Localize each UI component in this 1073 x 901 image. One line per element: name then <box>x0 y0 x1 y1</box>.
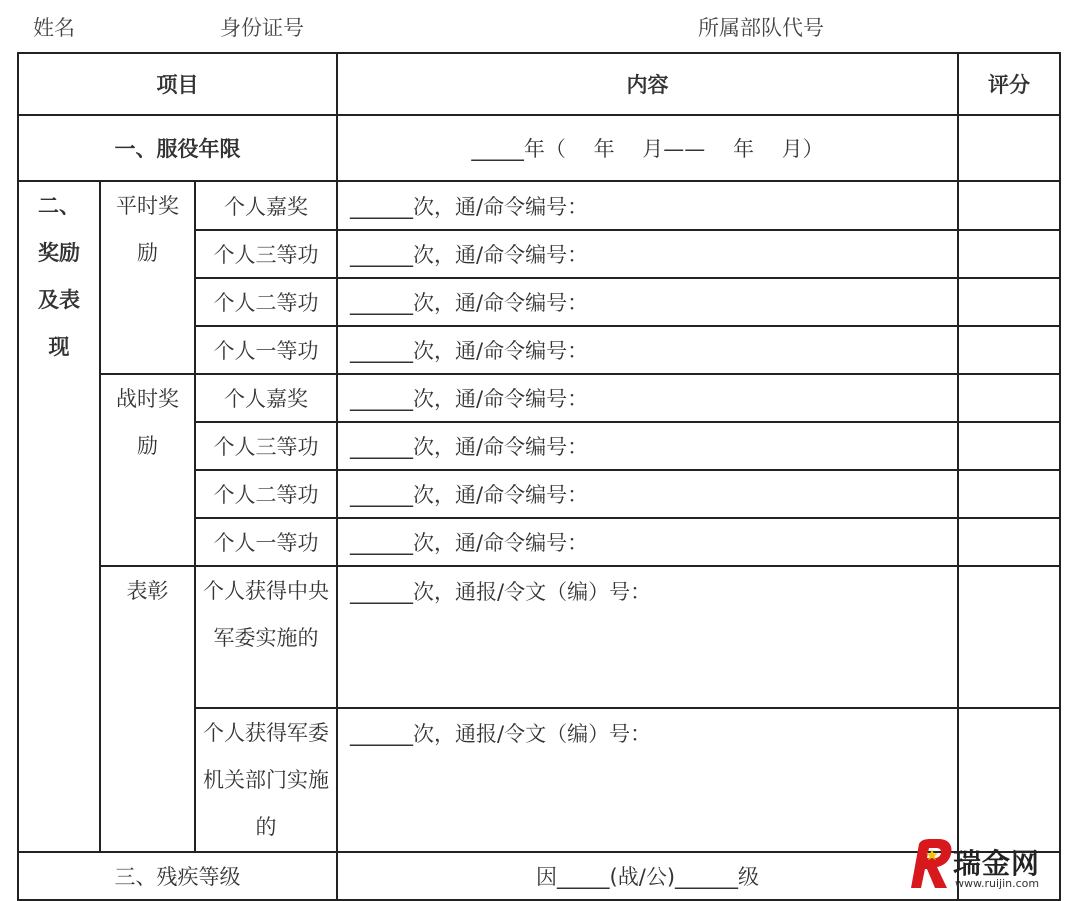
service-years-score[interactable] <box>958 115 1060 181</box>
disability-content: 因_____(战/公)______级 <box>337 852 958 900</box>
award-score[interactable] <box>958 230 1060 278</box>
service-years-content: _____年（ 年 月—— 年 月） <box>337 115 958 181</box>
award-score[interactable] <box>958 278 1060 326</box>
award-item: 个人嘉奖 <box>195 181 337 230</box>
award-content: ______次，通/命令编号： <box>337 278 958 326</box>
ruijin-watermark-logo <box>905 836 1065 896</box>
service-years-row <box>18 115 1060 181</box>
table-row <box>18 374 1060 422</box>
award-score[interactable] <box>958 181 1060 230</box>
commendation-label <box>100 566 195 852</box>
commendation-content-text: ______次，通报/令文（编）号： <box>350 722 652 746</box>
unit-code-label: 所属部队代号 <box>698 16 824 40</box>
table-row <box>18 181 1060 230</box>
service-years-label: 一、服役年限 <box>18 115 337 181</box>
wartime-label-line: 励 <box>137 434 158 458</box>
watermark-brand: 瑞金网 <box>953 847 1041 880</box>
award-content: ______次，通/命令编号： <box>337 326 958 374</box>
awards-label-line: 现 <box>48 335 70 359</box>
commendation-score[interactable] <box>958 566 1060 708</box>
wartime-awards-label <box>100 374 195 566</box>
form-header <box>0 0 1073 52</box>
table-header-row <box>18 53 1060 115</box>
peacetime-label-line: 励 <box>137 241 158 265</box>
award-item: 个人嘉奖 <box>195 374 337 422</box>
award-item: 个人一等功 <box>195 326 337 374</box>
award-score[interactable] <box>958 422 1060 470</box>
evaluation-table <box>17 52 1061 901</box>
id-number-label: 身份证号 <box>220 16 304 40</box>
awards-label-line: 及表 <box>38 288 80 312</box>
commendation-content <box>337 708 958 852</box>
award-score[interactable] <box>958 374 1060 422</box>
award-score[interactable] <box>958 470 1060 518</box>
commendation-content <box>337 566 958 708</box>
award-item: 个人二等功 <box>195 470 337 518</box>
award-content: ______次，通/命令编号： <box>337 374 958 422</box>
disability-label: 三、残疾等级 <box>18 852 337 900</box>
award-content: ______次，通/命令编号： <box>337 230 958 278</box>
award-content: ______次，通/命令编号： <box>337 181 958 230</box>
column-header-score: 评分 <box>958 53 1060 115</box>
watermark-url: www.ruijin.com <box>955 877 1040 890</box>
commendation-item <box>195 708 337 852</box>
award-item: 个人三等功 <box>195 422 337 470</box>
awards-section-label <box>18 181 100 852</box>
commendation-content-text: ______次，通报/令文（编）号： <box>350 580 652 604</box>
award-item: 个人三等功 <box>195 230 337 278</box>
award-item: 个人二等功 <box>195 278 337 326</box>
commendation-label-text: 表彰 <box>126 579 169 603</box>
peacetime-label-line: 平时奖 <box>116 194 179 218</box>
table-row <box>18 566 1060 708</box>
commendation-item-text: 个人获得军委机关部门实施的 <box>203 721 330 839</box>
award-content: ______次，通/命令编号： <box>337 422 958 470</box>
award-score[interactable] <box>958 518 1060 566</box>
commendation-item <box>195 566 337 708</box>
awards-label-line: 二、 <box>38 194 80 218</box>
commendation-score[interactable] <box>958 708 1060 852</box>
award-item: 个人一等功 <box>195 518 337 566</box>
r-logo-icon <box>905 836 957 892</box>
column-header-content: 内容 <box>337 53 958 115</box>
name-label: 姓名 <box>33 16 75 40</box>
commendation-item-text: 个人获得中央军委实施的 <box>203 579 330 650</box>
disability-row <box>18 852 1060 900</box>
column-header-item: 项目 <box>18 53 337 115</box>
peacetime-awards-label <box>100 181 195 374</box>
award-score[interactable] <box>958 326 1060 374</box>
award-content: ______次，通/命令编号： <box>337 470 958 518</box>
award-content: ______次，通/命令编号： <box>337 518 958 566</box>
awards-label-line: 奖励 <box>38 241 80 265</box>
wartime-label-line: 战时奖 <box>116 387 179 411</box>
